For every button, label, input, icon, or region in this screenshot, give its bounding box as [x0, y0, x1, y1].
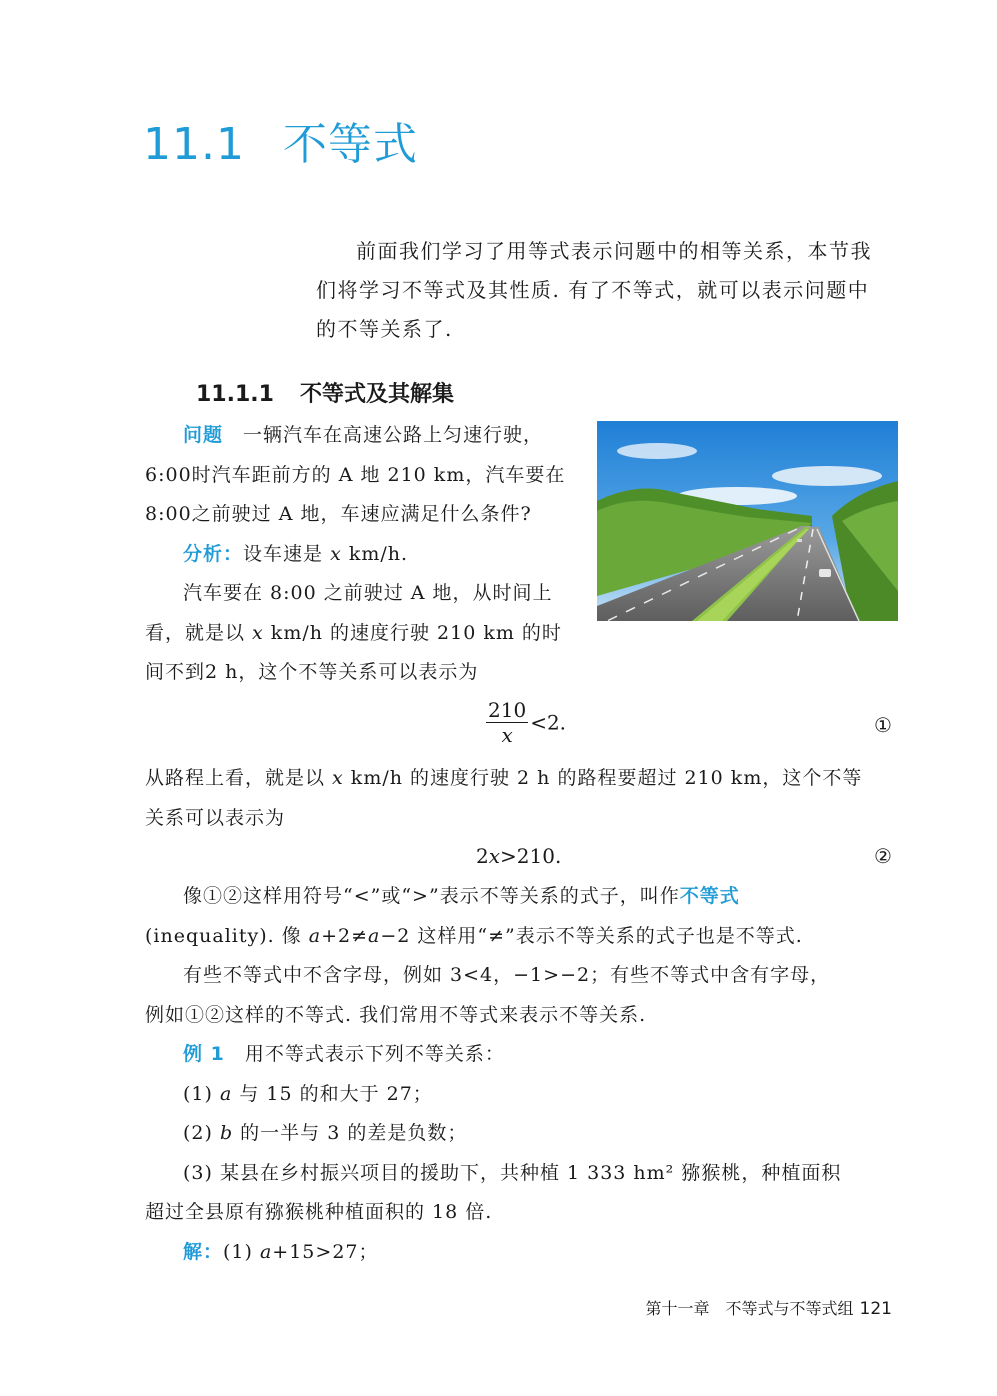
example-item: 与 15 的和大于 27； [232, 1082, 433, 1105]
analysis-text: km/h 的速度行驶 210 km 的时 [263, 621, 562, 644]
examples-text: 例如①②这样的不等式. 我们常用不等式来表示不等关系. [145, 1003, 647, 1026]
solution-label: 解： [183, 1240, 224, 1263]
formula-coef: 2 [476, 844, 489, 868]
subsection-number: 11.1.1 [196, 382, 274, 407]
problem-text: 8:00之前驶过 A 地，车速应满足什么条件? [145, 503, 532, 525]
expr-part: −2 [380, 924, 411, 947]
formula-var: x [488, 844, 501, 868]
chapter-title: 第十一章 不等式与不等式组 [645, 1299, 854, 1318]
section-intro [316, 232, 901, 349]
page-footer [646, 1296, 892, 1319]
formula-rest: <2. [530, 710, 567, 735]
variable-x: x [330, 542, 342, 565]
variable-a: a [219, 1082, 233, 1105]
formula-1 [486, 698, 566, 747]
example-label: 例 1 [183, 1043, 225, 1065]
route-paragraph [145, 759, 900, 838]
analysis-text: 汽车要在 8:00 之前驶过 A 地，从时间上 [183, 582, 553, 604]
equation-marker: ① [874, 713, 892, 737]
section-name: 不等式 [282, 119, 418, 170]
problem-text: 6:00时汽车距前方的 A 地 210 km，汽车要在 [145, 463, 566, 486]
highway-photo [597, 421, 898, 621]
definition-term: 不等式 [679, 885, 740, 907]
variable-b: b [219, 1122, 234, 1144]
solution-text: (1) [223, 1240, 260, 1263]
definition-paragraph [145, 877, 900, 1272]
analysis-text: 设车速是 [243, 542, 331, 565]
intro-line: 的不等关系了. [316, 317, 453, 341]
variable-a: a [259, 1240, 273, 1263]
route-text: 关系可以表示为 [145, 806, 286, 829]
formula-rest: >210. [500, 844, 562, 868]
example-item: (2) [183, 1122, 220, 1144]
highway-illustration [597, 421, 898, 621]
page-number: 121 [859, 1299, 892, 1319]
example-item: 的一半与 3 的差是负数； [233, 1122, 468, 1144]
variable-a: a [368, 924, 381, 947]
intro-line: 们将学习不等式及其性质. 有了不等式，就可以表示问题中 [316, 278, 870, 302]
problem-block [145, 416, 583, 693]
examples-text: 有些不等式中不含字母，例如 3<4，−1>−2；有些不等式中含有字母， [183, 964, 831, 986]
analysis-label: 分析： [183, 542, 244, 565]
denominator: x [501, 723, 513, 747]
intro-line: 前面我们学习了用等式表示问题中的相等关系，本节我 [356, 239, 872, 263]
problem-label: 问题 [183, 424, 224, 446]
subsection-title [196, 377, 454, 408]
example-prompt: 用不等式表示下列不等关系： [244, 1043, 505, 1065]
example-item: (1) [183, 1082, 220, 1105]
variable-a: a [308, 924, 322, 947]
formula-2 [476, 844, 561, 868]
section-number: 11.1 [143, 119, 245, 170]
analysis-text: km/h. [341, 542, 409, 565]
variable-x: x [252, 621, 264, 644]
definition-text: 像①②这样用符号“<”或“>”表示不等关系的式子，叫作 [183, 885, 680, 907]
example-item: (3) 某县在乡村振兴项目的援助下，共种植 1 333 hm² 猕猴桃，种植面积 [183, 1161, 842, 1184]
section-title [143, 108, 418, 172]
definition-text: (inequality). 像 [145, 924, 309, 947]
fraction [486, 698, 528, 747]
example-item: 超过全县原有猕猴桃种植面积的 18 倍. [145, 1201, 493, 1223]
definition-text: 这样用“≠”表示不等关系的式子也是不等式. [410, 924, 803, 947]
equation-marker: ② [874, 844, 892, 868]
route-text: 从路程上看，就是以 [145, 767, 333, 789]
numerator: 210 [488, 698, 527, 722]
analysis-text: 看，就是以 [145, 621, 253, 644]
route-text: km/h 的速度行驶 2 h 的路程要超过 210 km，这个不等 [343, 767, 863, 789]
variable-x: x [332, 767, 344, 789]
subsection-name: 不等式及其解集 [299, 382, 454, 407]
expr-part: +2≠ [321, 924, 369, 947]
analysis-text: 间不到2 h，这个不等关系可以表示为 [145, 661, 479, 683]
solution-text: +15>27； [272, 1240, 379, 1263]
problem-text: 一辆汽车在高速公路上匀速行驶， [243, 424, 544, 446]
